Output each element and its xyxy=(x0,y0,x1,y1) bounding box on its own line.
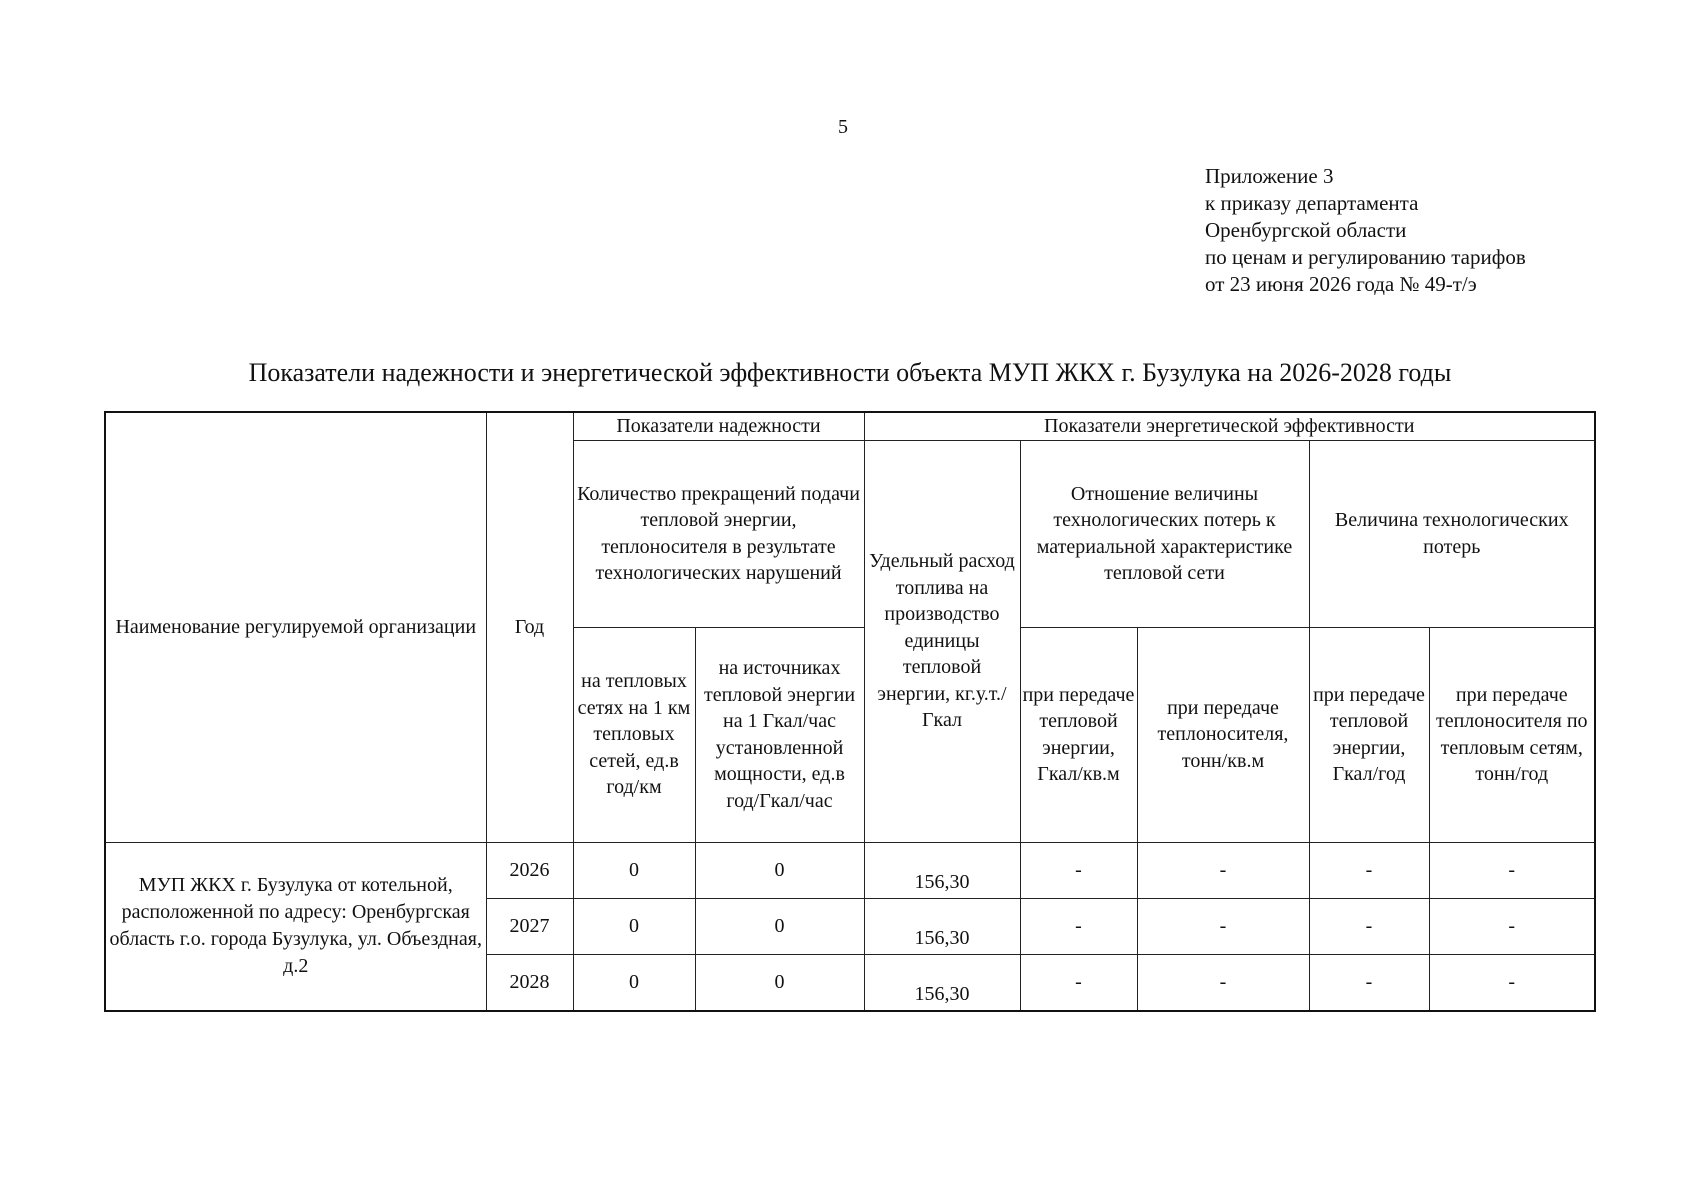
losses-heat-cell: - xyxy=(1309,954,1429,1011)
appendix-line: к приказу департамента xyxy=(1205,191,1419,215)
loss-ratio-carrier-cell: - xyxy=(1137,954,1309,1011)
header-interruptions: Количество прекращений подачи тепловой энергии, теплоносителя в результате технологических нарушений xyxy=(573,440,864,627)
header-losses-carrier: при передаче теплоносителя по тепловым сетям, тонн/год xyxy=(1429,627,1595,842)
appendix-block xyxy=(1205,163,1526,298)
header-interruptions-networks: на тепловых сетях на 1 км тепловых сетей, ед.в год/км xyxy=(573,627,695,842)
year-cell: 2026 xyxy=(486,842,573,898)
fuel-rate-cell: 156,30 xyxy=(864,842,1020,898)
losses-carrier-cell: - xyxy=(1429,842,1595,898)
table-row xyxy=(105,842,1595,898)
indicators-table xyxy=(104,411,1596,1012)
loss-ratio-heat-cell: - xyxy=(1020,898,1137,954)
interruptions-sources-cell: 0 xyxy=(695,954,864,1011)
losses-heat-cell: - xyxy=(1309,898,1429,954)
header-loss-ratio-heat: при передаче тепловой энергии, Гкал/кв.м xyxy=(1020,627,1137,842)
header-fuel-rate: Удельный расход топлива на производство единицы тепловой энергии, кг.у.т./Гкал xyxy=(864,440,1020,842)
loss-ratio-carrier-cell: - xyxy=(1137,898,1309,954)
header-loss-ratio-carrier: при передаче теплоносителя, тонн/кв.м xyxy=(1137,627,1309,842)
header-interruptions-sources: на источниках тепловой энергии на 1 Гкал/час установленной мощности, ед.в год/Гкал/час xyxy=(695,627,864,842)
header-reliability-group: Показатели надежности xyxy=(573,412,864,440)
losses-heat-cell: - xyxy=(1309,842,1429,898)
fuel-rate-cell: 156,30 xyxy=(864,898,1020,954)
appendix-line: по ценам и регулированию тарифов xyxy=(1205,245,1526,269)
document-title: Показатели надежности и энергетической эффективности объекта МУП ЖКХ г. Бузулука на 2026-2028 годы xyxy=(248,358,1452,387)
organization-cell: МУП ЖКХ г. Бузулука от котельной, расположенной по адресу: Оренбургская область г.о. города Бузулука, ул. Объездная, д.2 xyxy=(105,842,486,1011)
interruptions-sources-cell: 0 xyxy=(695,898,864,954)
losses-carrier-cell: - xyxy=(1429,898,1595,954)
interruptions-networks-cell: 0 xyxy=(573,954,695,1011)
interruptions-sources-cell: 0 xyxy=(695,842,864,898)
appendix-line: Оренбургской области xyxy=(1205,218,1407,242)
page-number: 5 xyxy=(838,116,848,138)
year-cell: 2027 xyxy=(486,898,573,954)
header-losses-heat: при передаче тепловой энергии, Гкал/год xyxy=(1309,627,1429,842)
interruptions-networks-cell: 0 xyxy=(573,842,695,898)
header-losses: Величина технологических потерь xyxy=(1309,440,1595,627)
header-loss-ratio: Отношение величины технологических потерь к материальной характеристике тепловой сети xyxy=(1020,440,1309,627)
loss-ratio-heat-cell: - xyxy=(1020,954,1137,1011)
losses-carrier-cell: - xyxy=(1429,954,1595,1011)
fuel-rate-cell: 156,30 xyxy=(864,954,1020,1011)
loss-ratio-carrier-cell: - xyxy=(1137,842,1309,898)
header-year: Год xyxy=(486,412,573,842)
appendix-line: от 23 июня 2026 года № 49-т/э xyxy=(1205,272,1477,296)
header-org-name: Наименование регулируемой организации xyxy=(105,412,486,842)
appendix-line: Приложение 3 xyxy=(1205,164,1334,188)
year-cell: 2028 xyxy=(486,954,573,1011)
loss-ratio-heat-cell: - xyxy=(1020,842,1137,898)
header-efficiency-group: Показатели энергетической эффективности xyxy=(864,412,1595,440)
interruptions-networks-cell: 0 xyxy=(573,898,695,954)
